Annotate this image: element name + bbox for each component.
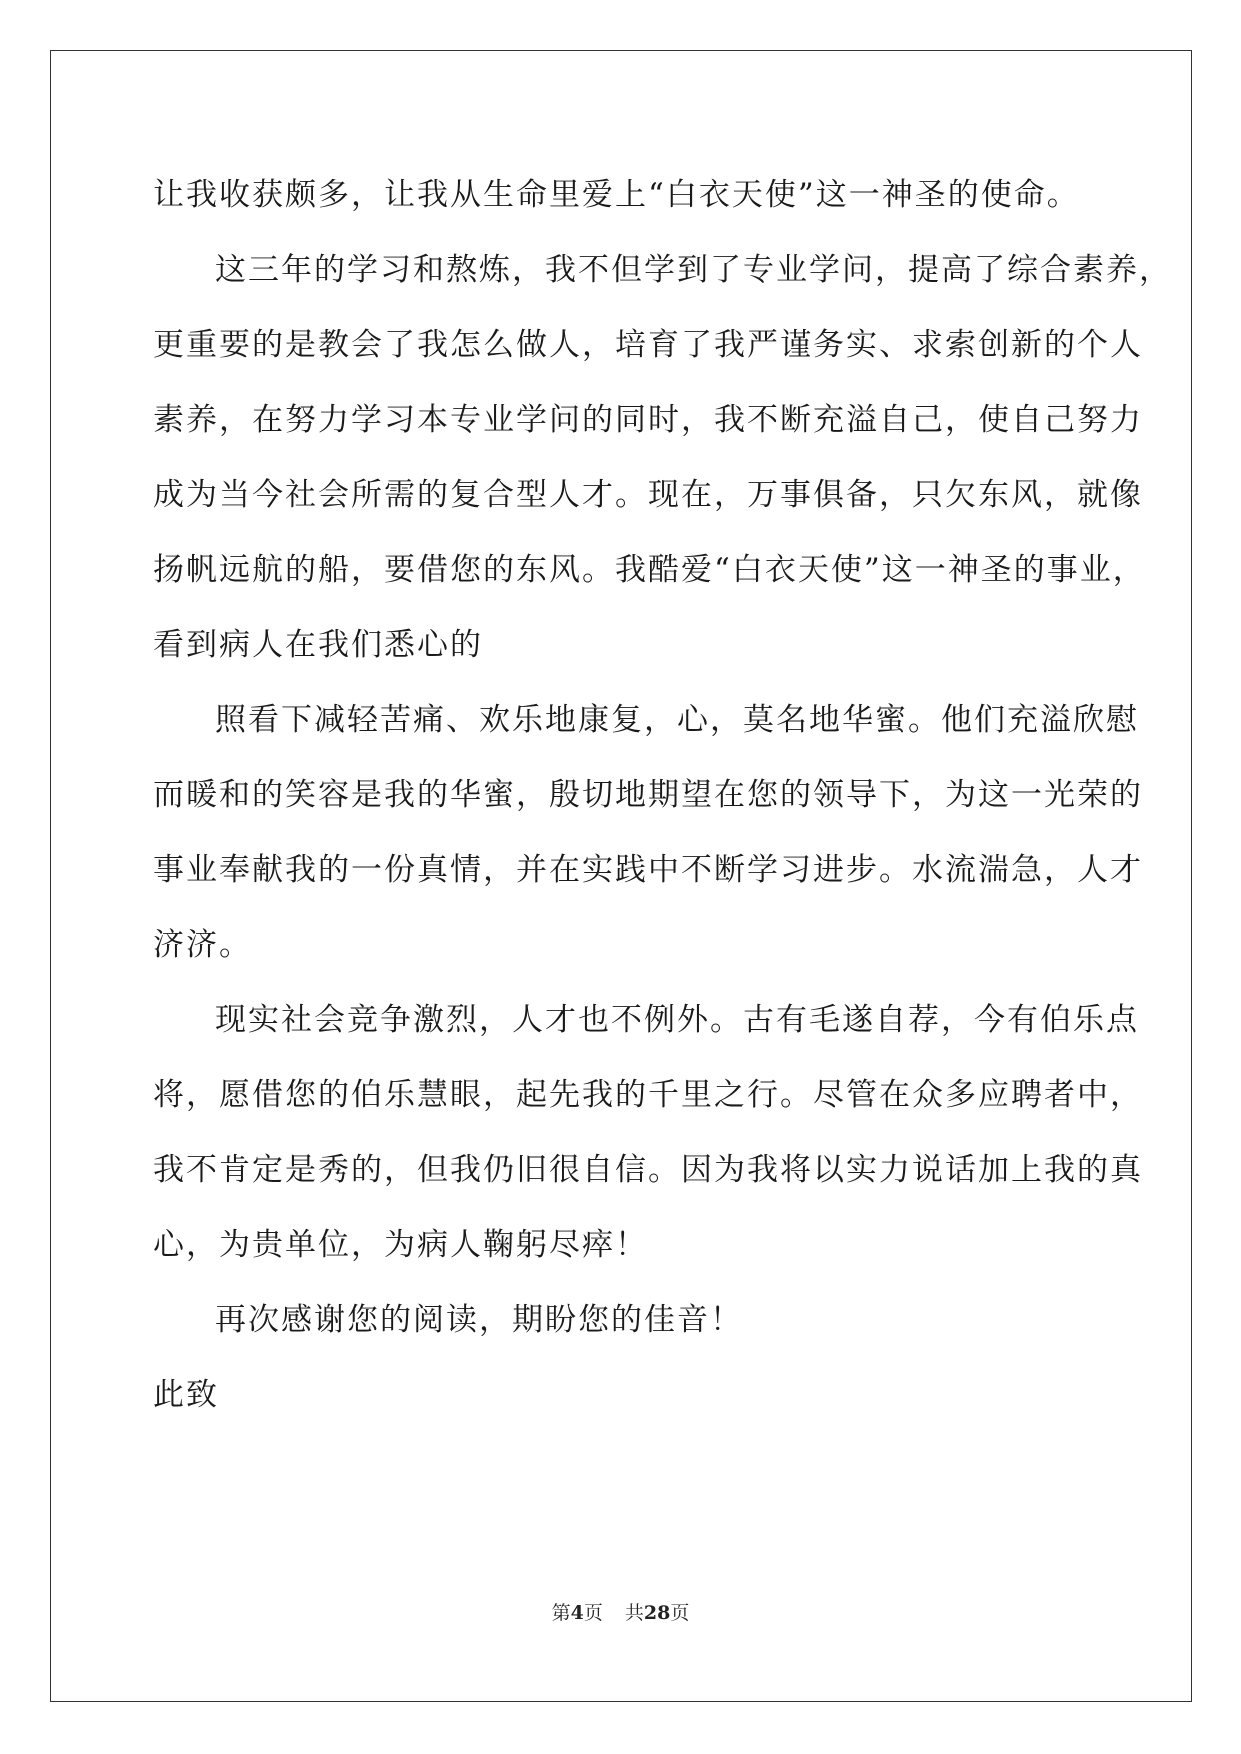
paragraph-start: 现实社会竞争激烈，人才也不例外。古有毛遂自荐，今有伯乐点 — [215, 1002, 1139, 1038]
current-page-number: 4 — [570, 1602, 584, 1624]
paragraph-start: 这三年的学习和熬炼，我不但学到了专业学问，提高了综合素养， — [215, 252, 1172, 288]
salutation-closing: 此致 — [153, 1377, 219, 1413]
text-line: 看到病人在我们悉心的 — [153, 627, 483, 663]
footer-page-suffix: 页 — [583, 1602, 603, 1624]
document-body — [153, 158, 1172, 1433]
text-line: 素养，在努力学习本专业学问的同时，我不断充溢自己，使自己努力 — [153, 402, 1143, 438]
text-line: 让我收获颇多，让我从生命里爱上“白衣天使”这一神圣的使命。 — [153, 177, 1080, 213]
footer-total-prefix: 共 — [624, 1602, 644, 1624]
page-footer — [0, 1598, 1241, 1625]
footer-prefix: 第 — [551, 1602, 571, 1624]
text-line: 我不肯定是秀的，但我仍旧很自信。因为我将以实力说话加上我的真 — [153, 1152, 1143, 1188]
text-line: 济济。 — [153, 927, 252, 963]
text-line: 心，为贵单位，为病人鞠躬尽瘁！ — [153, 1227, 648, 1263]
text-line: 而暖和的笑容是我的华蜜，殷切地期望在您的领导下，为这一光荣的 — [153, 777, 1143, 813]
footer-total-suffix: 页 — [670, 1602, 690, 1624]
paragraph-start: 照看下减轻苦痛、欢乐地康复，心，莫名地华蜜。他们充溢欣慰 — [215, 702, 1139, 738]
paragraph-start: 再次感谢您的阅读，期盼您的佳音！ — [215, 1302, 743, 1338]
text-line: 将，愿借您的伯乐慧眼，起先我的千里之行。尽管在众多应聘者中， — [153, 1077, 1143, 1113]
text-line: 更重要的是教会了我怎么做人，培育了我严谨务实、求索创新的个人 — [153, 327, 1143, 363]
text-line: 成为当今社会所需的复合型人才。现在，万事俱备，只欠东风，就像 — [153, 477, 1143, 513]
total-page-count: 28 — [643, 1602, 671, 1624]
text-line: 扬帆远航的船，要借您的东风。我酷爱“白衣天使”这一神圣的事业， — [153, 552, 1146, 588]
text-line: 事业奉献我的一份真情，并在实践中不断学习进步。水流湍急，人才 — [153, 852, 1143, 888]
